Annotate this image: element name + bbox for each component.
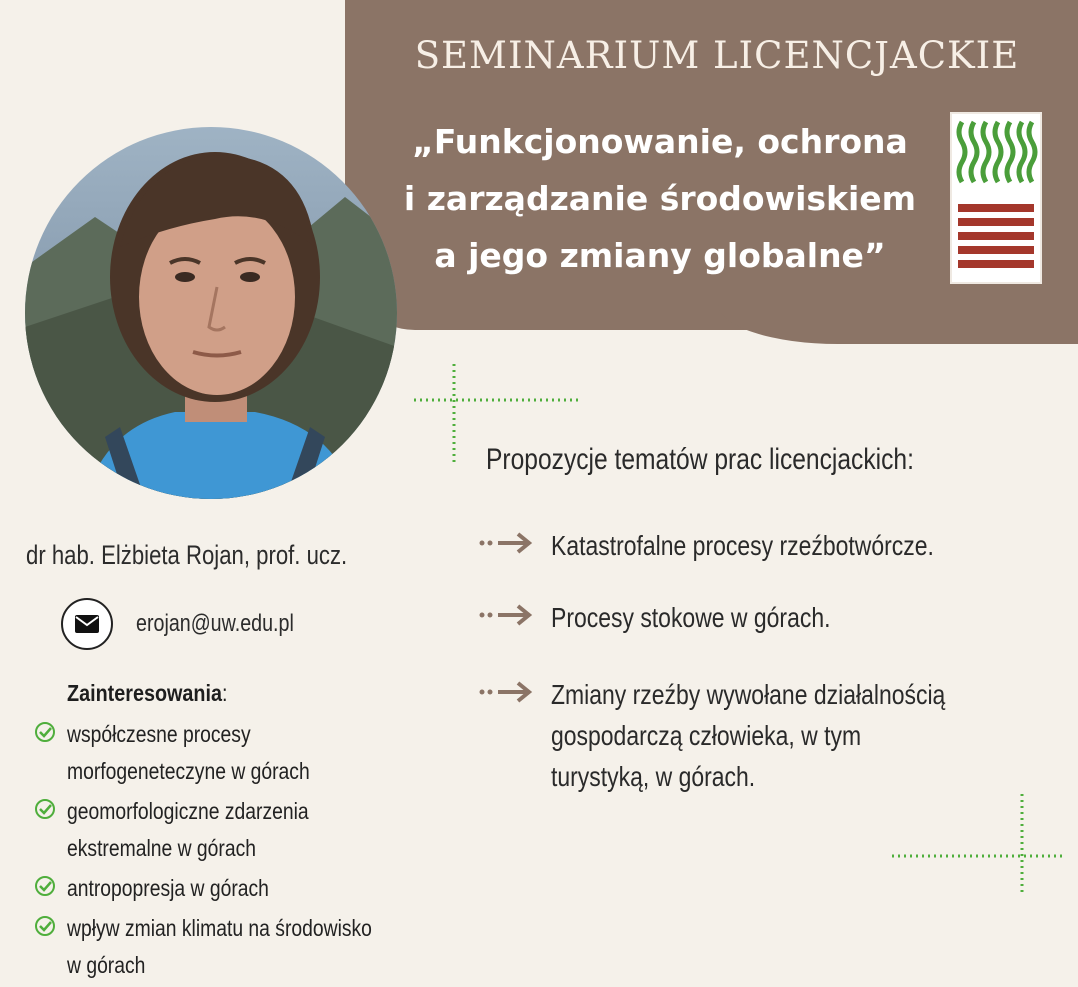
interest-text: antropopresja w górach [67,875,269,901]
decorative-cross-bottom [890,792,1064,896]
interests-heading-colon: : [222,680,228,706]
list-item [34,870,454,907]
list-item [34,793,454,867]
interests-heading [67,680,227,707]
list-item [478,597,1078,638]
check-circle-icon [34,721,56,743]
interest-text: współczesne procesy morfogeneteczyne w górach [67,721,310,784]
email-link[interactable]: erojan@uw.edu.pl [136,610,294,637]
header-banner [345,0,1078,330]
arrow-right-icon [478,531,534,555]
list-item [478,674,1078,797]
check-circle-icon [34,915,56,937]
check-circle-icon [34,875,56,897]
interests-heading-label: Zainteresowania [67,680,223,706]
interest-text: geomorfologiczne zdarzenia ekstremalne w górach [67,798,309,861]
arrow-right-icon [478,680,534,704]
arrow-right-icon [478,603,534,627]
list-item [34,716,454,790]
envelope-icon [61,598,113,650]
list-item [478,525,1078,566]
topic-text: Katastrofalne procesy rzeźbotwórcze. [551,530,934,561]
topics-heading: Propozycje tematów prac licencjackich: [486,443,914,476]
interests-list [34,716,454,987]
seminar-title: SEMINARIUM LICENCJACKIE [414,34,1020,77]
person-name: dr hab. Elżbieta Rojan, prof. ucz. [26,540,348,570]
list-item [34,910,454,984]
topic-text: Zmiany rzeźby wywołane działalnością gospodarczą człowieka, w tym turystyką, w górach. [551,679,946,792]
topic-text: Procesy stokowe w górach. [551,602,831,633]
interest-text: wpływ zmian klimatu na środowisko w górach [67,915,372,978]
faculty-logo [950,112,1042,284]
portrait-photo [25,127,397,499]
seminar-topic: „Funkcjonowanie, ochrona i zarządzanie środowiskiem a jego zmiany globalne” [403,122,917,275]
check-circle-icon [34,798,56,820]
